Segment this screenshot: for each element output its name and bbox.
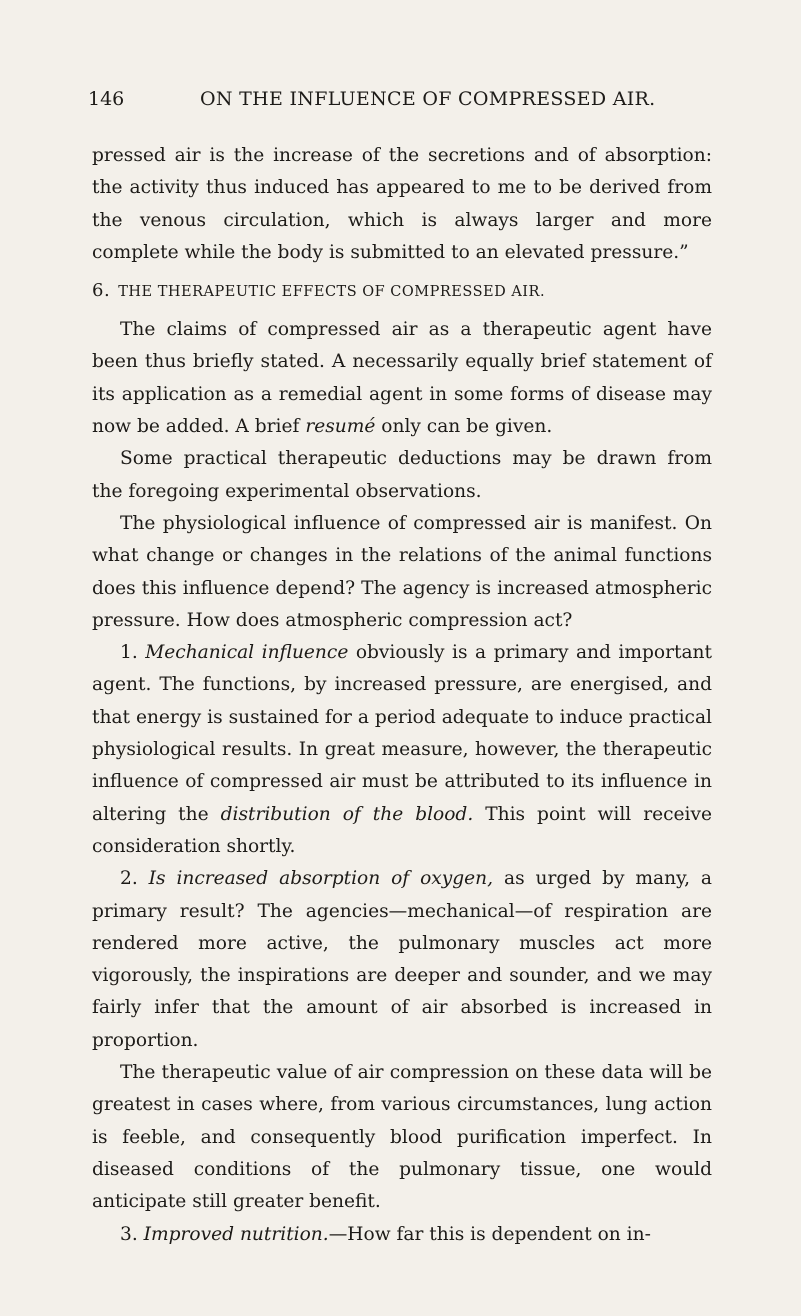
text-run: This point will receive consideration shortly. [92, 803, 712, 857]
text-run: obviously is a primary and important agent. The functions, by increased pressure, are energised, and that energy is sustained for a period adequate to induce practical physiological results. In great measure, however, the therapeutic influence of compressed air must be attributed to its influence in altering the [92, 642, 712, 825]
running-header [88, 88, 728, 118]
section-heading [92, 276, 712, 307]
italic-text: Mechanical influence [145, 642, 349, 664]
paragraph [92, 314, 712, 443]
section-title: THE THERAPEUTIC EFFECTS OF COMPRESSED AIR. [118, 284, 546, 301]
text-run: —How far this is dependent on in- [328, 1223, 651, 1245]
paragraph: The physiological influence of compressed air is manifest. On what change or changes in the relations of the animal functions does this influence depend? The agency is increased atmospheric pressure. How does atmospheric compression act? [92, 512, 712, 631]
paragraph: The therapeutic value of air compression on these data will be greatest in cases where, from various circumstances, lung action is feeble, and consequently blood purification imperfect. In diseased conditions of the pulmonary tissue, one would anticipate still greater benefit. [92, 1062, 712, 1213]
text-run: as urged by many, a primary result? The agencies—mechanical—of respiration are rendered more active, the pulmonary muscles act more vigorously, the inspirations are deeper and sounder, and we may fairly infer that the amount of air absorbed is increased in proportion. [92, 868, 713, 1051]
item-number: 2. [120, 868, 149, 890]
running-title: ON THE INFLUENCE OF COMPRESSED AIR. [200, 88, 656, 110]
page-number: 146 [88, 88, 125, 110]
text-run: only can be given. [375, 416, 553, 438]
item-number: 1. [120, 642, 146, 664]
paragraph [92, 637, 712, 863]
italic-text: resumé [305, 416, 376, 438]
paragraph [92, 863, 712, 1057]
italic-text: Is increased absorption of oxygen, [148, 868, 494, 890]
paragraph [92, 1219, 712, 1251]
paragraph: Some practical therapeutic deductions may be drawn from the foregoing experimental observations. [92, 448, 712, 502]
text-run: The claims of compressed air as a therapeutic agent have been thus briefly stated. A necessarily equally brief statement of its application as a remedial agent in some forms of disease may now be added. A brief [92, 319, 712, 438]
paragraph-continued: pressed air is the increase of the secretions and of absorption: the activity thus induced has appeared to me to be derived from the venous circulation, which is always larger and more complete while the body is submitted to an elevated pressure.” [92, 145, 712, 263]
page-body [92, 140, 712, 1251]
section-number: 6. [92, 280, 111, 302]
italic-text: Improved nutrition. [143, 1223, 329, 1245]
item-number: 3. [120, 1223, 144, 1245]
italic-text: distribution of the blood. [220, 803, 474, 825]
